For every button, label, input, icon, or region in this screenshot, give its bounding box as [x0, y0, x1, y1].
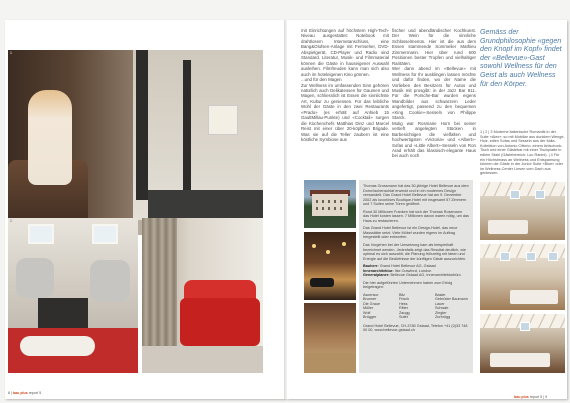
contractor-item: Ascensor	[363, 292, 379, 297]
photo-skylight	[526, 252, 536, 261]
photo-bed	[510, 290, 558, 304]
article-column-2	[392, 28, 476, 159]
photo-lamp	[208, 105, 238, 135]
photo-window	[322, 207, 324, 210]
article-subheading: ...und für den Magen	[301, 77, 342, 83]
contractor-item: Brunner	[363, 297, 377, 302]
photo-car	[310, 278, 334, 287]
photo-hotel-exterior	[304, 180, 356, 228]
info-box-content	[363, 184, 469, 333]
photo-lounge	[8, 218, 138, 373]
left-footer	[8, 391, 41, 395]
photo-number: 2	[10, 219, 12, 223]
page-number: 8	[8, 391, 10, 395]
photo-armchair	[90, 260, 130, 302]
pull-quote: Gemäss der Grundphilosophie «gegen den Knopf im Kopf» findet der «Bellevue»-Gast sowohl Wellness für den Geist als auch Wellness für den Körper.	[480, 28, 562, 88]
photo-lobby	[304, 303, 356, 373]
photo-skylight	[510, 190, 520, 199]
contractor-item: Gebrüder Baumann	[435, 297, 468, 302]
photo-sofa	[180, 298, 260, 346]
article-paragraph: mit Einrichtungen auf höchstem High-Tech-Niveau ausgestattet: Notebook mit drahtlosem Internetanschluss, eine Bang&Olufsen-Anlage mit Fernseher, DVD-Abspielgerät, CD-Player und Radio sind Standard. Literatur, Musik- und Filmmaterial können die Gäste in hauseigener Auswahl ausleihen. Filmfreuden kann man sich also auch im hoteleigenen Kino gönnen.	[301, 28, 389, 77]
footer-brand: bau plus	[12, 391, 28, 395]
article-paragraph: Mutig war Rosmarie Horn bei seiner vertieft angelegten Stücken in Barbesichtigen die vielfalten und hochwertigsten «Victoria» und «Albert»-Sofas und «Little Albert»-Sesseln von Ron Arad erhält das klassisch-elegante Haus bei auch noch	[392, 120, 476, 159]
right-footer	[514, 395, 547, 399]
photo-bed	[490, 353, 550, 367]
photo-attic-room-1	[480, 182, 565, 240]
photo-attic-room-2	[480, 244, 565, 310]
photo-window	[28, 224, 54, 244]
photo-skylight	[535, 190, 545, 199]
footer-separator: |	[543, 395, 545, 399]
info-box	[359, 180, 473, 373]
info-paragraph: Thomas Grossmann hat das 30-jährige Hotel Bellevue aus dem Dornröschenschlaf erweckt und in ein modernes Design verwandelt. Das Grand Hotel Bellevue hat am 9. Dezember 2002 als luxuriöses Boutique-Hotel mit insgesamt 57 Zimmern und 7 Suiten seine Türen geöffnet.	[363, 184, 469, 206]
photo-suite-woman	[8, 50, 263, 235]
photo-window	[328, 207, 330, 210]
photo-light	[342, 242, 346, 246]
contractor-item: Zaugg	[399, 310, 410, 315]
info-value: Grand Hotel Bellevue AG, Gstaad	[379, 264, 436, 269]
article-paragraph: Zur Wellness im umfassenden Sinn gehören natürlich auch Delikatessen für Gaumen und Magen, schliesslich ist Essen die sinnlichste Art, Kultur zu geniessen. Für das leibliche Wohl der Gäste in den zwei Restaurants «Prado» (es erhält auf Anhieb 15 GaultMillau-Punkte) und «Cocktail» sorgen die Küchenchefs Matthias Dinz und Marcel Reist mit einer über 20-köpfigen Brigade. Was sie auf die Teller zaubern ist eine köstliche Symbiose aus	[301, 82, 389, 143]
photo-window	[328, 200, 330, 203]
info-label: Bauherr:	[363, 264, 379, 269]
photo-panel	[183, 60, 191, 190]
photo-skylight	[500, 252, 510, 261]
photo-ceiling-beams	[480, 182, 565, 196]
photo-bed	[488, 220, 528, 234]
contractor-list	[363, 293, 469, 320]
contractor-item: Brügger	[363, 315, 377, 320]
photo-red-sofa	[142, 218, 263, 373]
photo-window	[340, 207, 342, 210]
photo-light	[326, 250, 330, 254]
contractor-item: Frisch	[399, 297, 410, 302]
contractor-item: Hess	[399, 301, 408, 306]
footer-brand: bau plus	[514, 395, 529, 399]
footer-section: report 5	[529, 395, 543, 399]
info-paragraph: Rund 30 Millionen Franken hat sich der Thomas Rosemann das Hotel kosten lassen. 7 Millionen davon waren nötig, um das Haus zu restaurieren.	[363, 209, 469, 223]
contractor-item: Lauer	[435, 301, 445, 306]
contractor-item: Müller	[363, 306, 374, 311]
photo-rug	[304, 353, 356, 373]
article-column-1	[301, 28, 389, 143]
hotel-address: Grand Hotel Bellevue, CH-3780 Gstaad, Telefon +41 (0)33 748 00 00, www.bellevue-gstaad.ch	[363, 323, 468, 333]
photo-caption: 1 | 2 | 3 Moderne italienische Romantik in der Suite «Alex»: so mit Mobiliar aus dunklem Wengé-Holz, edlen Sofas und Sesseln aus der Italia-Kollektion von Antonio Citterio, einem Artischock-Tisch und einer Gästebar mit einer Tischplatte in edlem Stahl (Gästebereich: Lou Ranini). | 4 Für ein Höchstmass an Wellness und Entspannung können die Gäste in der Junior Suite «Blue» oder im Wellness-Center Linsen vom Dach aus geniessen.	[480, 130, 565, 176]
photo-window	[92, 224, 118, 244]
footer-section: report 5	[28, 391, 42, 395]
photo-hotel-night	[304, 232, 356, 300]
photo-window	[322, 200, 324, 203]
photo-skylight	[520, 322, 530, 331]
photo-building	[312, 194, 348, 216]
contractor-item: Suter	[399, 315, 408, 320]
photo-floor	[142, 346, 263, 373]
info-paragraph: Das Grand Hotel Bellevue ist ein Design-Hotel, das neue Massstäbe setzt. Viele Möbel wurden eigens im Auftrag hergestellt oder entworfen.	[363, 226, 458, 240]
info-paragraph: Die hier aufgeführten Unternehmen haben zum Erfolg beigetragen:	[363, 280, 453, 290]
article-paragraph: fischer und abendländischer Kochkunst. Der Wein für die sinnliche Schlüsselmenüs. Hier ist die aus dem Essen stammende Sommelier Mathieu Zimmermann. Hier über rund 600 Positionen bester Tropfen und vielhaltiger Raritäten.	[392, 28, 476, 66]
info-paragraph: Das Vorgehen bei der Umsetzung kam als beispielhaft bezeichnet werden. Jedenfalls zeigt das Resultat deutlich, wie optimal es sich auszahlt, die Planung frühzeitig mit Ideen und Energie auf die Bedürfnisse der künftigen Gäste auszurichten.	[363, 243, 467, 261]
photo-window	[334, 207, 336, 210]
contractor-item: Zurbrügg	[435, 315, 451, 320]
contractor-item: Basler	[435, 292, 446, 297]
info-label: Innenarchitektur:	[363, 268, 394, 273]
contractor-item: Bilz	[399, 292, 406, 297]
photo-skylight	[548, 252, 558, 261]
photo-armchair	[16, 258, 54, 298]
contractor-item: Ziegler	[435, 310, 447, 315]
photo-panel	[136, 50, 148, 200]
info-value: Ilse Crawford, London	[394, 268, 432, 273]
contractor-item: Die Graue	[363, 301, 381, 306]
info-label: Generalplaner:	[363, 273, 390, 278]
contractor-item: Wolf	[363, 310, 371, 315]
left-page	[5, 20, 286, 399]
photo-window	[340, 200, 342, 203]
photo-light	[312, 244, 316, 248]
photo-window	[334, 200, 336, 203]
photo-window	[316, 207, 318, 210]
photo-number: 1	[10, 51, 12, 55]
footer-separator: |	[11, 391, 12, 395]
photo-window	[316, 200, 318, 203]
photo-resting-person	[20, 336, 95, 356]
contractor-item: Schwab	[435, 306, 449, 311]
article-paragraph: Wer dann abend im «Bellevue» mit Wellness für Ihr ausklingen lassen möchte und dafür finden, wo der Name die Vorlieben des Besitzers für Autos und Musik mit prosgibt: in der Jazz Bar 811. Für die Porsche-Bar wurden eigens Wandbilder aus schwarzem Leder angefertigt, passend zu den bequemen «King Cookie»-Sesseln von Philippe Starck.	[392, 66, 476, 121]
page-number: 9	[545, 395, 548, 399]
info-value: Bellevue Gstaad AG, Innenarchitekturbüro	[390, 273, 461, 278]
photo-woman	[28, 90, 72, 185]
contractor-item: Ritter	[399, 306, 408, 311]
photo-side-table	[38, 298, 88, 328]
photo-attic-room-3	[480, 314, 565, 373]
